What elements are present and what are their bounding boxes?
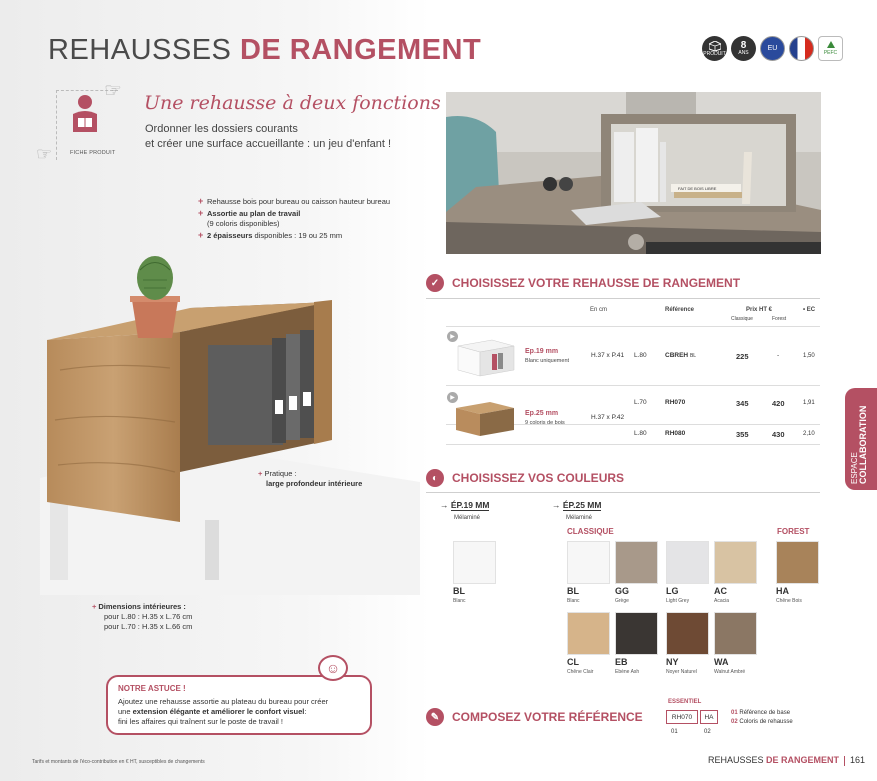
col-price bbox=[746, 307, 772, 313]
feature-item bbox=[198, 231, 390, 241]
reference-base-box: RH070 bbox=[666, 710, 698, 724]
col-ref bbox=[665, 307, 694, 313]
feature-text: (9 coloris disponibles) bbox=[207, 219, 280, 228]
person-reading-icon bbox=[70, 94, 100, 144]
legend-num: 02 bbox=[731, 719, 738, 725]
badge-product-text: PRODUIT bbox=[703, 50, 726, 57]
col-ec bbox=[803, 307, 815, 313]
side-tab-label bbox=[850, 406, 868, 484]
tip-title: NOTRE ASTUCE ! bbox=[118, 684, 186, 693]
dimensions-line-2: pour L.70 : H.35 x L.66 cm bbox=[104, 622, 193, 631]
eco-contribution: 1,91 bbox=[803, 400, 815, 406]
folio-accent: DE RANGEMENT bbox=[766, 755, 840, 765]
warranty-icon bbox=[731, 36, 756, 61]
page-number: 161 bbox=[850, 755, 866, 765]
group-forest: FOREST bbox=[777, 527, 810, 536]
check-icon: ✓ bbox=[426, 274, 444, 292]
row-separator bbox=[446, 444, 820, 445]
col-ec-text: • EC bbox=[803, 307, 816, 313]
swatch-code: NY bbox=[666, 657, 679, 667]
col-ref-text: Référence bbox=[665, 307, 695, 313]
row-separator bbox=[446, 385, 820, 386]
section-compose-reference bbox=[426, 708, 643, 726]
swatch-name: Ebène Ash bbox=[615, 669, 640, 675]
white-riser-thumbnail bbox=[452, 334, 518, 380]
thickness-25: → ÉP.25 MM bbox=[552, 500, 602, 510]
section-title: CHOISISSEZ VOS COULEURS bbox=[452, 471, 625, 485]
swatch-name: Acacia bbox=[714, 598, 730, 604]
pratique-callout bbox=[258, 469, 362, 489]
office-photo bbox=[446, 92, 821, 254]
reference-code: RH070 bbox=[665, 399, 686, 406]
certification-badges bbox=[702, 36, 843, 61]
side-tab-collaboration[interactable] bbox=[845, 388, 877, 490]
section-title: CHOISISSEZ VOTRE REHAUSSE DE RANGEMENT bbox=[452, 276, 741, 290]
pointing-hand-icon: ☞ bbox=[36, 144, 53, 164]
warranty-years: 8 bbox=[740, 40, 747, 51]
wood-riser-thumbnail bbox=[452, 394, 518, 440]
eco-contribution: 2,10 bbox=[803, 431, 815, 437]
fiche-label: FICHE PRODUIT bbox=[70, 150, 116, 156]
eu-flag-icon bbox=[760, 36, 785, 61]
price-forest: - bbox=[777, 352, 780, 359]
divider bbox=[426, 298, 820, 299]
pratique-value: large profondeur intérieure bbox=[266, 479, 363, 488]
thickness-19: → ÉP.19 MM bbox=[440, 500, 490, 510]
reference bbox=[665, 352, 696, 359]
color-swatch[interactable] bbox=[567, 541, 610, 584]
pointing-hand-icon: ☞ bbox=[104, 80, 122, 102]
tip-body bbox=[118, 697, 360, 727]
reference-code: CBREH bbox=[665, 352, 689, 359]
col-classique: Classique bbox=[731, 316, 753, 322]
feature-text: Rehausse bois pour bureau ou caisson hauteur bureau bbox=[207, 197, 391, 206]
essentiel-label: ESSENTIEL bbox=[668, 699, 702, 705]
material-25: Mélaminé bbox=[566, 515, 593, 521]
smiley-icon: ☺ bbox=[318, 655, 348, 681]
divider bbox=[426, 492, 820, 493]
price-classique: 355 bbox=[736, 430, 749, 439]
row-separator bbox=[446, 326, 820, 327]
swatch-code: LG bbox=[666, 586, 679, 596]
feature-bold: Assortie au plan de travail bbox=[207, 209, 301, 218]
price-classique: 345 bbox=[736, 399, 749, 408]
swatch-name: Blanc bbox=[567, 598, 580, 604]
color-swatch[interactable] bbox=[714, 541, 757, 584]
color-swatch[interactable] bbox=[567, 612, 610, 655]
photo-book-text: FAIT DE BOIS LIBRE bbox=[678, 186, 717, 191]
ref-num-2: 02 bbox=[704, 729, 711, 735]
tip-box bbox=[106, 675, 372, 735]
color-swatch[interactable] bbox=[714, 612, 757, 655]
title-accent: DE RANGEMENT bbox=[239, 34, 482, 66]
tip-line-1: Ajoutez une rehausse assortie au plateau du bureau pour créer bbox=[118, 697, 329, 706]
tip-bold: extension élégante et améliorer le confort visuel bbox=[132, 707, 305, 716]
thickness-note: 9 coloris de bois bbox=[525, 420, 565, 426]
col-size: En cm bbox=[590, 307, 608, 313]
play-icon[interactable]: ▶ bbox=[447, 331, 458, 342]
eu-text: EU bbox=[767, 45, 778, 52]
material-19: Mélaminé bbox=[454, 515, 481, 521]
thickness: Ep.19 mm bbox=[525, 348, 559, 355]
ref-legend-2 bbox=[731, 719, 793, 725]
section-choose-colors bbox=[426, 469, 624, 487]
footnote: Tarifs et montants de l'éco-contribution en € HT, susceptibles de changements bbox=[32, 759, 205, 765]
intro-line-2: et créer une surface accueillante : un jeu d'enfant ! bbox=[145, 138, 392, 150]
price-forest: 430 bbox=[772, 430, 785, 439]
pefc-icon bbox=[818, 36, 843, 61]
swatch-name: Grège bbox=[615, 598, 629, 604]
price-classique: 225 bbox=[736, 352, 749, 361]
fiche-produit[interactable] bbox=[36, 78, 124, 166]
swatch-code: BL bbox=[567, 586, 579, 596]
reference-code: RH080 bbox=[665, 430, 686, 437]
swatch-code: BL bbox=[453, 586, 465, 596]
pratique-label: Pratique : bbox=[264, 469, 297, 478]
intro-title: Une rehausse à deux fonctions bbox=[144, 92, 441, 114]
length: L.80 bbox=[634, 352, 647, 359]
col-forest: Forest bbox=[772, 316, 787, 322]
plus-icon: + bbox=[258, 469, 265, 478]
intro-text bbox=[145, 122, 391, 152]
intro-line-1: Ordonner les dossiers courants bbox=[145, 123, 298, 135]
side-tab-line-2: COLLABORATION bbox=[858, 405, 868, 484]
pefc-text: PEFC bbox=[823, 50, 838, 56]
legend-text: Coloris de rehausse bbox=[737, 719, 793, 725]
folio-separator bbox=[844, 756, 845, 766]
package-icon bbox=[702, 36, 727, 61]
tip-text: une bbox=[118, 707, 133, 716]
color-swatch[interactable] bbox=[615, 541, 658, 584]
group-classique: CLASSIQUE bbox=[567, 527, 614, 536]
tip-text: : bbox=[304, 707, 307, 716]
swatch-name: Blanc bbox=[453, 598, 466, 604]
tip-line-3: fini les affaires qui traînent sur le poste de travail ! bbox=[118, 717, 283, 726]
price-forest: 420 bbox=[772, 399, 785, 408]
color-swatch[interactable] bbox=[666, 541, 709, 584]
swatch-name: Chêne Bois bbox=[776, 598, 802, 604]
swatch-name: Walnut Ambré bbox=[714, 669, 746, 675]
eco-contribution: 1,50 bbox=[803, 353, 815, 359]
play-icon[interactable]: ▶ bbox=[447, 392, 458, 403]
feature-bold: 2 épaisseurs bbox=[207, 231, 253, 240]
swatch-code: WA bbox=[714, 657, 729, 667]
title-light: REHAUSSES bbox=[48, 34, 232, 66]
dimensions-line-1: pour L.80 : H.35 x L.76 cm bbox=[104, 612, 193, 621]
color-swatch[interactable] bbox=[776, 541, 819, 584]
legend-text: Référence de base bbox=[737, 710, 791, 716]
feature-list bbox=[198, 197, 390, 243]
color-swatch[interactable] bbox=[615, 612, 658, 655]
reference-suffix: BL bbox=[689, 353, 697, 359]
ref-num-1: 01 bbox=[671, 729, 678, 735]
pen-icon: ✎ bbox=[426, 708, 444, 726]
col-price-text: Prix HT € bbox=[746, 307, 773, 313]
legend-num: 01 bbox=[731, 710, 738, 716]
page-title bbox=[48, 34, 481, 67]
dims: H.37 x P.41 bbox=[591, 352, 625, 359]
section-title: COMPOSEZ VOTRE RÉFÉRENCE bbox=[452, 710, 643, 724]
feature-item bbox=[198, 197, 390, 207]
length: L.80 bbox=[634, 430, 647, 437]
plus-icon: + bbox=[92, 602, 97, 611]
swatch-name: Light Grey bbox=[666, 598, 690, 604]
desk-riser-illustration bbox=[40, 250, 420, 595]
swatch-name: Chêne Clair bbox=[567, 669, 594, 675]
warranty-unit: ANS bbox=[738, 50, 749, 56]
feature-item bbox=[198, 209, 390, 229]
reference-color-box: HA bbox=[700, 710, 718, 724]
dimensions-callout bbox=[92, 602, 192, 632]
folio-light: REHAUSSES bbox=[708, 755, 767, 765]
swatch-code: HA bbox=[776, 586, 789, 596]
side-tab-line-1: ESPACE bbox=[850, 452, 859, 484]
tip-line-2 bbox=[118, 707, 360, 717]
color-swatch[interactable] bbox=[666, 612, 709, 655]
swatch-code: EB bbox=[615, 657, 628, 667]
thickness-25-text: ÉP.25 MM bbox=[562, 500, 602, 510]
france-flag-icon bbox=[789, 36, 814, 61]
ref-legend-1 bbox=[731, 710, 790, 716]
swatch-name: Noyer Naturel bbox=[666, 669, 697, 675]
feature-text: disponibles : 19 ou 25 mm bbox=[252, 231, 343, 240]
thickness-19-text: ÉP.19 MM bbox=[450, 500, 490, 510]
swatch-code: AC bbox=[714, 586, 727, 596]
page-folio bbox=[708, 755, 865, 766]
section-choose-riser bbox=[426, 274, 740, 292]
dims: H.37 x P.42 bbox=[591, 414, 625, 421]
dimensions-label: Dimensions intérieures : bbox=[98, 602, 186, 611]
swatch-code: CL bbox=[567, 657, 579, 667]
palette-icon: ◐ bbox=[426, 469, 444, 487]
swatch-code: GG bbox=[615, 586, 630, 596]
color-swatch[interactable] bbox=[453, 541, 496, 584]
thickness-note: Blanc uniquement bbox=[525, 358, 570, 364]
length: L.70 bbox=[634, 399, 647, 406]
thickness: Ep.25 mm bbox=[525, 410, 559, 417]
